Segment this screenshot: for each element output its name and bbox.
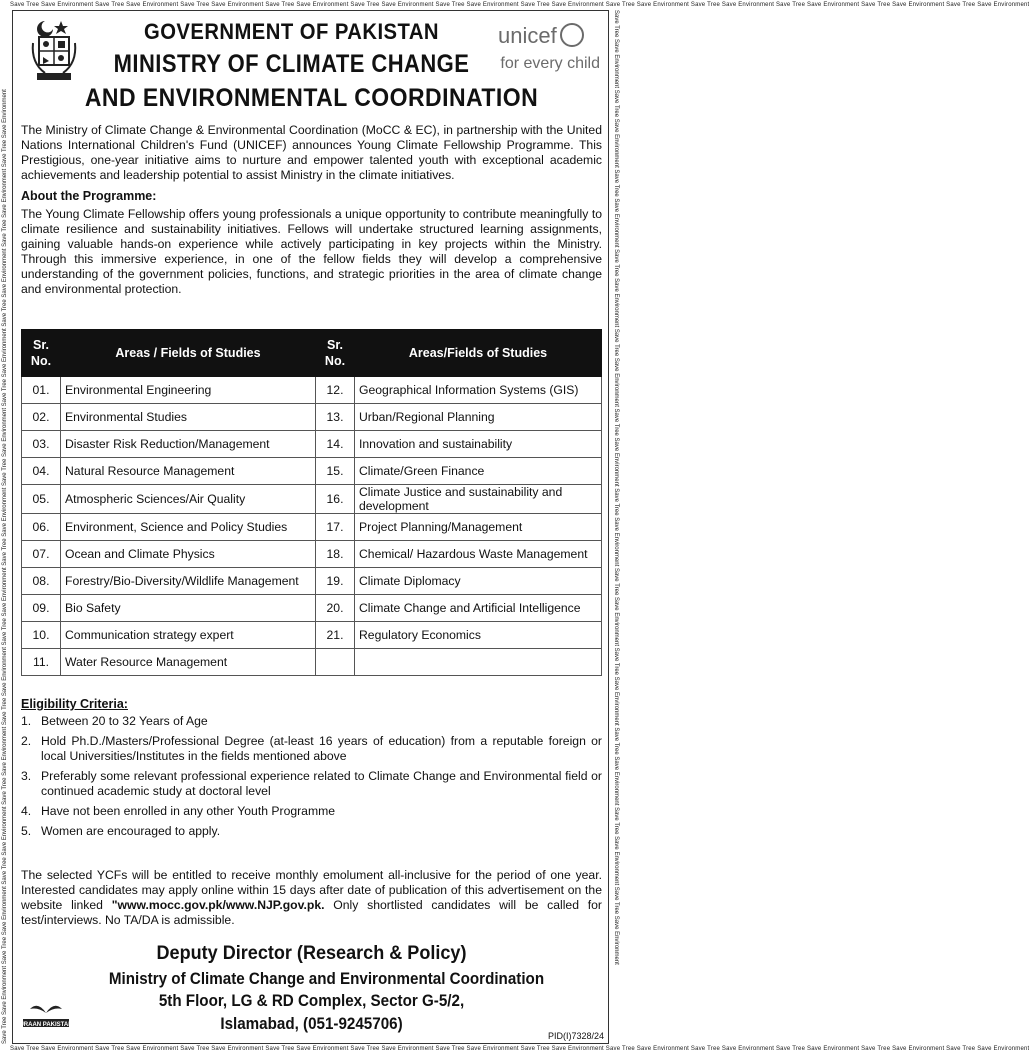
about-paragraph: The Young Climate Fellowship offers young professionals a unique opportunity to contribute meaningfully to climate resilience and sustainability initiatives. Fellows will undertake structured learning assignments, gaining valuable hands-on experience while actively participating in key projects within the Ministry. Through this immersive experience, in one of the fellow fields they will develop a comprehensive understanding of the government policies, functions, and strategic priorities in the area of climate change and environmental protection. — [21, 207, 602, 296]
field-name-right — [355, 649, 602, 676]
field-number-right — [316, 649, 355, 676]
table-row — [22, 568, 602, 595]
field-number-left: 01. — [22, 377, 61, 404]
border-bottom-text: Save Tree Save Environment Save Tree Save Environment Save Tree Save Environment Save Tree Save Environment Save Tree Save Environment Save Tree Save Environment Save Tree Save Environment Save Tree Save Environment Save Tree Save Environment Save Tree Save Environment Save Tree Save Environment Save Tree Save Environment — [10, 1046, 1029, 1052]
field-name-left: Environmental Studies — [61, 404, 316, 431]
field-number-right: 16. — [316, 485, 355, 514]
table-row — [22, 377, 602, 404]
criteria-text: Have not been enrolled in any other Youth Programme — [41, 804, 336, 818]
header-line-2: MINISTRY OF CLIMATE CHANGE — [113, 50, 470, 78]
final-text-end: Only shortlisted candidates will be called for test/interviews. No TA/DA is admissible. — [21, 898, 602, 927]
field-number-left: 07. — [22, 541, 61, 568]
field-number-left: 10. — [22, 622, 61, 649]
field-name-left: Environment, Science and Policy Studies — [61, 514, 316, 541]
footer-address: 5th Floor, LG & RD Complex, Sector G-5/2, — [158, 992, 465, 1010]
field-name-left: Communication strategy expert — [61, 622, 316, 649]
pid-number: PID(I)7328/24 — [547, 1031, 604, 1041]
about-heading: About the Programme: — [21, 189, 157, 203]
field-number-right: 14. — [316, 431, 355, 458]
header-areas-right: Areas/Fields of Studies — [355, 330, 602, 377]
field-number-left: 11. — [22, 649, 61, 676]
header-sr-right: Sr. No. — [316, 330, 355, 377]
field-number-right: 13. — [316, 404, 355, 431]
field-name-left: Natural Resource Management — [61, 458, 316, 485]
unicef-tagline: for every child — [500, 55, 600, 72]
field-name-right: Project Planning/Management — [355, 514, 602, 541]
website-links[interactable]: "www.mocc.gov.pk/www.NJP.gov.pk. — [111, 898, 325, 912]
criteria-number: 2. — [21, 734, 32, 748]
field-name-right: Climate Justice and sustainability and development — [355, 485, 602, 514]
criteria-number: 3. — [21, 769, 32, 783]
field-name-left: Disaster Risk Reduction/Management — [61, 431, 316, 458]
field-number-right: 20. — [316, 595, 355, 622]
field-number-left: 09. — [22, 595, 61, 622]
field-name-right: Geographical Information Systems (GIS) — [355, 377, 602, 404]
header-areas-left: Areas / Fields of Studies — [61, 330, 316, 377]
table-row — [22, 622, 602, 649]
field-name-right: Climate/Green Finance — [355, 458, 602, 485]
border-left-text: Save Tree Save Environment Save Tree Save Environment Save Tree Save Environment Save Tree Save Environment Save Tree Save Environment Save Tree Save Environment Save Tree Save Environment Save Tree Save Environment Save Tree Save Environment Save Tree Save Environment Save Tree Save Environment Save Tree Save Environment — [2, 89, 8, 1044]
list-item — [21, 824, 602, 839]
header-line-3: AND ENVIRONMENTAL COORDINATION — [84, 84, 539, 112]
unicef-logo — [498, 21, 602, 51]
criteria-text: Women are encouraged to apply. — [41, 824, 221, 838]
table-row — [22, 649, 602, 676]
government-emblem-icon — [31, 17, 77, 83]
final-paragraph — [21, 868, 602, 928]
table-row — [22, 485, 602, 514]
field-name-right: Innovation and sustainability — [355, 431, 602, 458]
eligibility-heading: Eligibility Criteria: — [21, 697, 128, 711]
field-name-right: Regulatory Economics — [355, 622, 602, 649]
field-name-left: Forestry/Bio-Diversity/Wildlife Management — [61, 568, 316, 595]
field-number-right: 19. — [316, 568, 355, 595]
field-number-left: 06. — [22, 514, 61, 541]
field-name-right: Urban/Regional Planning — [355, 404, 602, 431]
field-number-right: 15. — [316, 458, 355, 485]
footer-city-phone: Islamabad, (051-9245706) — [220, 1015, 403, 1033]
border-top-text: Save Tree Save Environment Save Tree Save Environment Save Tree Save Environment Save Tree Save Environment Save Tree Save Environment Save Tree Save Environment Save Tree Save Environment Save Tree Save Environment Save Tree Save Environment Save Tree Save Environment Save Tree Save Environment Save Tree Save Environment — [10, 2, 1029, 8]
field-name-left: Environmental Engineering — [61, 377, 316, 404]
field-number-right: 12. — [316, 377, 355, 404]
criteria-number: 1. — [21, 714, 32, 728]
table-row — [22, 404, 602, 431]
field-name-left: Bio Safety — [61, 595, 316, 622]
criteria-text: Hold Ph.D./Masters/Professional Degree (at-least 16 years of education) from a reputable foreign or local Universities/Institutes in the fields mentioned above — [41, 734, 602, 763]
final-text-start: The selected YCFs will be entitled to receive monthly emolument all-inclusive for the period of one year. Interested candidates may apply online within 15 days after date of publication of this advertisement on the website linked — [21, 868, 602, 912]
field-name-right: Chemical/ Hazardous Waste Management — [355, 541, 602, 568]
field-name-right: Climate Change and Artificial Intelligence — [355, 595, 602, 622]
list-item — [21, 714, 602, 729]
field-name-left: Ocean and Climate Physics — [61, 541, 316, 568]
criteria-number: 5. — [21, 824, 32, 838]
intro-paragraph: The Ministry of Climate Change & Environmental Coordination (MoCC & EC), in partnership with the United Nations International Children's Fund (UNICEF) announces Young Climate Fellowship Programme. This Prestigious, one-year initiative aims to nurture and empower talented youth with exceptional academic achievements and leadership potential to assist Ministry in the climate initiatives. — [21, 123, 602, 182]
uraan-pakistan-logo-icon — [21, 999, 71, 1037]
fields-table — [21, 329, 602, 676]
criteria-text: Preferably some relevant professional experience related to Climate Change and Environmental field or continued academic study at doctoral level — [41, 769, 602, 798]
footer-ministry: Ministry of Climate Change and Environmental Coordination — [108, 970, 545, 988]
unicef-wordmark: unicef — [498, 23, 557, 48]
field-name-left: Atmospheric Sciences/Air Quality — [61, 485, 316, 514]
list-item — [21, 804, 602, 819]
field-number-left: 03. — [22, 431, 61, 458]
field-number-left: 08. — [22, 568, 61, 595]
advertisement-body — [12, 10, 609, 1044]
criteria-text: Between 20 to 32 Years of Age — [41, 714, 208, 728]
table-row — [22, 431, 602, 458]
uraan-logo-text: URAAN PAKISTAN — [19, 1022, 73, 1028]
header-sr-left: Sr. No. — [22, 330, 61, 377]
footer — [13, 943, 610, 1043]
unicef-globe-icon — [560, 23, 584, 47]
header — [13, 11, 610, 121]
list-item — [21, 734, 602, 764]
field-name-right: Climate Diplomacy — [355, 568, 602, 595]
field-number-right: 21. — [316, 622, 355, 649]
field-number-right: 17. — [316, 514, 355, 541]
field-number-right: 18. — [316, 541, 355, 568]
eligibility-list — [21, 714, 602, 844]
border-right-text: Save Tree Save Environment Save Tree Save Environment Save Tree Save Environment Save Tree Save Environment Save Tree Save Environment Save Tree Save Environment Save Tree Save Environment Save Tree Save Environment Save Tree Save Environment Save Tree Save Environment Save Tree Save Environment Save Tree Save Environment — [613, 10, 619, 965]
header-line-1: GOVERNMENT OF PAKISTAN — [143, 19, 439, 44]
table-row — [22, 514, 602, 541]
field-number-left: 02. — [22, 404, 61, 431]
field-number-left: 05. — [22, 485, 61, 514]
field-name-left: Water Resource Management — [61, 649, 316, 676]
table-row — [22, 541, 602, 568]
field-number-left: 04. — [22, 458, 61, 485]
footer-designation: Deputy Director (Research & Policy) — [156, 943, 467, 964]
table-row — [22, 595, 602, 622]
list-item — [21, 769, 602, 799]
criteria-number: 4. — [21, 804, 32, 818]
table-row — [22, 458, 602, 485]
